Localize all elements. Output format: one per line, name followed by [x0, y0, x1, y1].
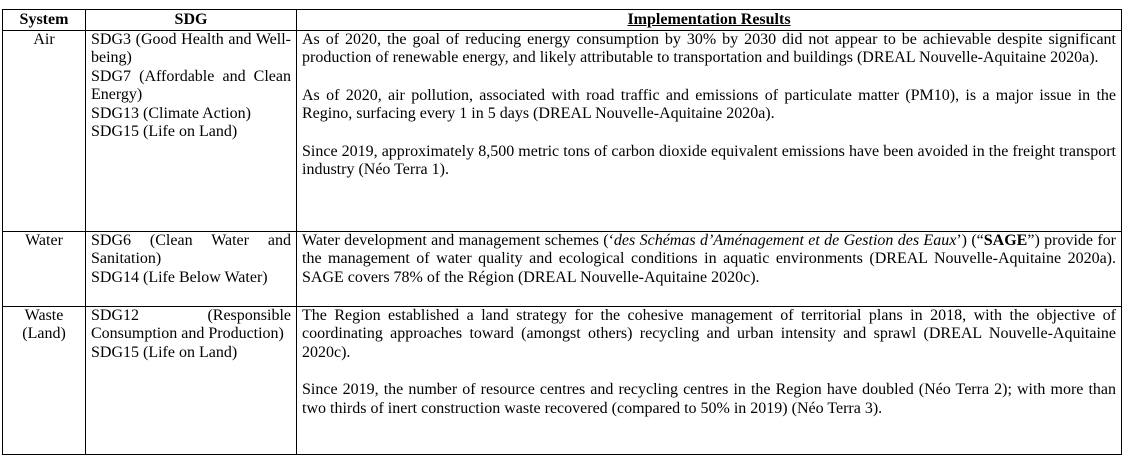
system-cell: Waste (Land) — [3, 306, 86, 454]
sdg-cell — [86, 30, 297, 231]
water-text-post: ”) provide for the management of water quality and ecological conditions in aquatic environments (DREAL Nouvelle-Aquitaine 2020a). SAGE covers 78% of the Région (DREAL Nouvelle-Aquitaine 2020c). — [302, 231, 1117, 286]
sdg-item: SDG7 (Affordable and Clean Energy) — [91, 67, 291, 103]
water-text-italic: des Schémas d’Aménagement et de Gestion des Eaux — [613, 231, 957, 249]
table-row-water — [3, 231, 1122, 306]
table-row-waste — [3, 306, 1122, 454]
result-paragraph: As of 2020, air pollution, associated with road traffic and emissions of particulate matter (PM10), is a major issue in the Regino, surfacing every 1 in 5 days (DREAL Nouvelle-Aquitaine 2020a). — [302, 86, 1116, 122]
result-paragraph — [302, 232, 1116, 288]
system-cell: Air — [3, 30, 86, 231]
results-cell — [297, 306, 1122, 454]
system-cell: Water — [3, 231, 86, 306]
sdg-item: SDG6 (Clean Water and Sanitation) — [91, 231, 291, 267]
result-paragraph: Since 2019, approximately 8,500 metric tons of carbon dioxide equivalent emissions have been avoided in the freight transport industry (Néo Terra 1). — [302, 142, 1116, 178]
header-system: System — [3, 10, 86, 31]
water-text-mid: ’) (“ — [956, 231, 984, 249]
header-row — [3, 10, 1122, 31]
result-paragraph: Since 2019, the number of resource centres and recycling centres in the Region have doubled (Néo Terra 2); with more than two thirds of inert construction waste recovered (compared to 50% in 2019) (Néo Terra 3). — [302, 381, 1116, 417]
table-row-air — [3, 30, 1122, 231]
results-cell — [297, 231, 1122, 306]
result-paragraph: The Region established a land strategy for the cohesive management of territorial plans in 2018, with the objective of coordinating approaches toward (amongst others) recycling and urban intensity and sprawl (DREAL Nouvelle-Aquitaine 2020c). — [302, 306, 1116, 361]
sdg-item: SDG15 (Life on Land) — [91, 123, 238, 140]
results-cell — [297, 30, 1122, 231]
sdg-item: SDG13 (Climate Action) — [91, 104, 251, 122]
sdg-results-table — [2, 9, 1122, 455]
sdg-cell — [86, 306, 297, 454]
sdg-item: SDG14 (Life Below Water) — [91, 268, 268, 286]
sdg-cell — [86, 231, 297, 306]
water-text-bold: SAGE — [983, 231, 1028, 249]
water-text-pre: Water development and management schemes (‘ — [302, 231, 614, 249]
sdg-item: SDG12 (Responsible Consumption and Production) — [91, 306, 291, 342]
header-implementation-results: Implementation Results — [297, 10, 1122, 31]
sdg-item: SDG3 (Good Health and Well-being) — [91, 30, 291, 66]
sdg-item: SDG15 (Life on Land) — [91, 343, 238, 361]
header-sdg: SDG — [86, 10, 297, 31]
result-paragraph: As of 2020, the goal of reducing energy consumption by 30% by 2030 did not appear to be achievable despite significant production of renewable energy, and likely attributable to transportation and buildings (DREAL Nouvelle-Aquitaine 2020a). — [302, 30, 1116, 66]
